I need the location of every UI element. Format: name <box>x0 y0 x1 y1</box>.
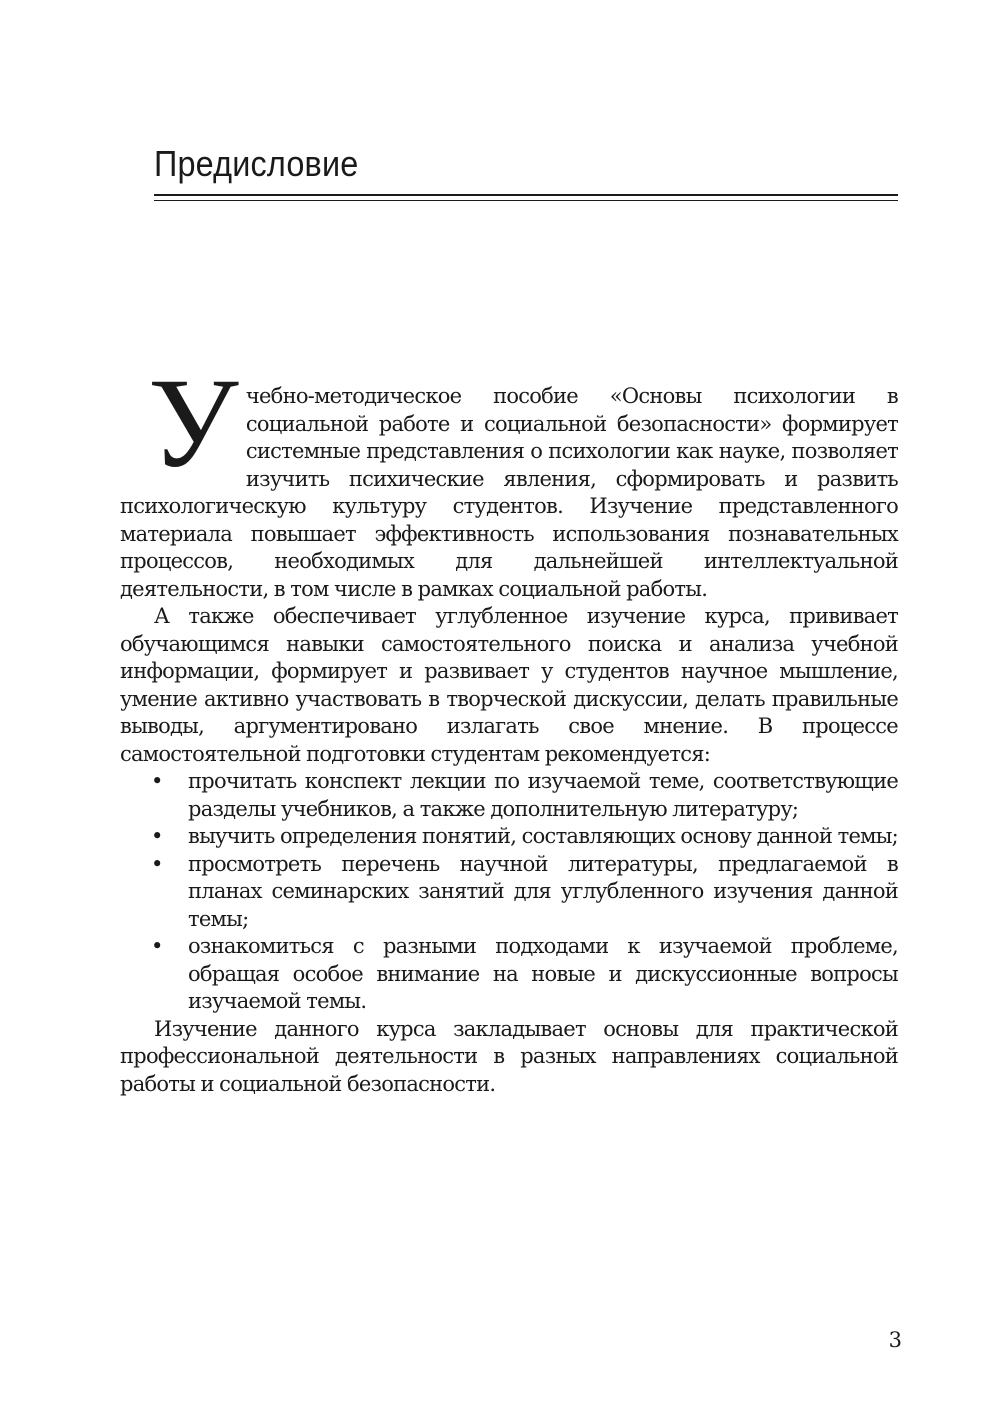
paragraph-2: А также обеспечивает углубленное изучение курса, прививает обучающимся навыки самостоятельного поиска и анализа учебной информации, формирует и развивает у студентов научное мышление, умение активно участвовать в творческой дискуссии, делать правильные выводы, аргументировано излагать свое мнение. В процессе самостоятельной подготовки студентам рекомендуется: <box>120 604 898 766</box>
page-title: Предисловие <box>154 143 359 184</box>
bullet-icon: • <box>151 824 163 848</box>
paragraph-1 <box>120 352 898 603</box>
list-item-text: прочитать конспект лекции по изучаемой теме, соответствующие разделы учебников, а также дополнительную литературу; <box>188 769 898 821</box>
page-number: 3 <box>888 1328 902 1352</box>
recommendation-list <box>120 768 898 1016</box>
bullet-icon: • <box>151 769 163 793</box>
list-item <box>120 933 898 1016</box>
bullet-icon: • <box>151 934 163 958</box>
paragraph-3: Изучение данного курса закладывает основы для практической профессиональной деятельности в разных направлениях социальной работы и социальной безопасности. <box>120 1016 898 1096</box>
bullet-icon: • <box>151 851 163 876</box>
list-item-text: просмотреть перечень научной литературы, предлагаемой в планах семинарских занятий для углубленного изучения данной темы; <box>188 851 898 931</box>
list-item-text: выучить определения понятий, составляющих основу данной темы; <box>188 824 899 848</box>
paragraph-1-text: чебно-методическое пособие «Основы психологии в социальной работе и социальной безопасности» формирует системные представления о психологии как науке, позволяет изучить психические явления, сформировать и развить психологическую культуру студентов. Изучение представленного материала повышает эффективность использования познавательных процессов, необходимых для дальнейшей интеллектуальной деятельности, в том числе в рамках социальной работы. <box>120 384 898 601</box>
title-rule-thick <box>154 194 898 196</box>
title-rule-thin <box>154 200 898 201</box>
list-item <box>120 851 898 934</box>
list-item <box>120 823 898 851</box>
list-item <box>120 768 898 823</box>
list-item-text: ознакомиться с разными подходами к изучаемой проблеме, обращая особое внимание на новые и дискуссионные вопросы изучаемой темы. <box>188 934 898 1013</box>
body-text <box>120 352 899 1098</box>
drop-cap-letter: У <box>148 352 238 494</box>
